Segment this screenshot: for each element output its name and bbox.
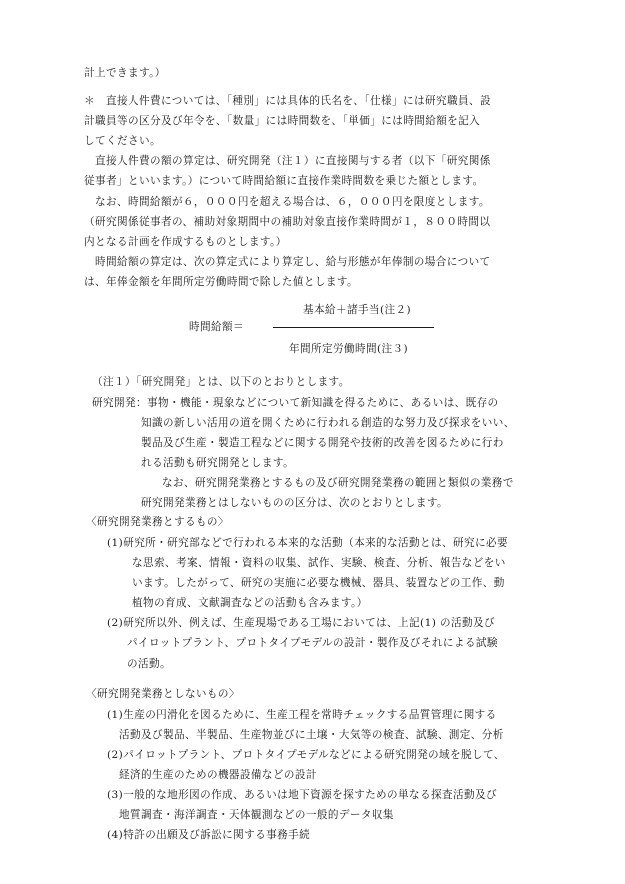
intro-line: ＊ 直接人件費については、「種別」には具体的氏名を、「仕様」には研究職員、設	[84, 95, 491, 107]
included-heading: 〈研究開発業務とするもの〉	[86, 516, 229, 528]
note1-definition-line: 研究開発業務とはしないものの区分は、次のとおりとします。	[141, 497, 448, 509]
included-item-line: 植物の育成、文献調査などの活動も含みます。）	[132, 597, 368, 609]
intro-line: （研究関係従事者の、補助対象期間中の補助対象直接作業時間が１，８００時間以	[84, 216, 491, 228]
formula-denominator: 年間所定労働時間(注３)	[289, 343, 409, 355]
included-item-line: の活動。	[127, 658, 171, 670]
formula-lhs: 時間給額＝	[189, 321, 244, 333]
included-item-line: います。したがって、研究の実施に必要な機械、器具、装置などの工作、動	[132, 577, 505, 589]
intro-line: してください。	[84, 135, 161, 147]
intro-line: は、年俸金額を年間所定労働時間で除した値とします。	[84, 276, 358, 288]
excluded-item-line: 経済的生産のための機器設備などの設計	[119, 769, 317, 781]
included-item-line: パイロットプラント、プロトタイプモデルの設計・製作及びそれによる試験	[127, 637, 498, 649]
excluded-heading: 〈研究開発業務としないもの〉	[86, 688, 240, 700]
included-item-line: (2)研究所以外、例えば、生産現場である工場においては、上記(1) の活動及び	[107, 617, 495, 629]
note1-definition-line: れる活動も研究開発とします。	[141, 457, 295, 469]
intro-line: 内となる計画を作成するものとします。）	[84, 236, 287, 248]
formula-numerator: 基本給＋諸手当(注２)	[303, 304, 412, 316]
intro-line: 直接人件費の額の算定は、研究開発（注１）に直接関与する者（以下「研究関係	[84, 155, 491, 167]
note1-definition-line: 製品及び生産・製造工程などに関する開発や技術的改善を図るために行わ	[141, 437, 504, 449]
note1-definition-line: 研究開発：事物・機能・現象などについて新知識を得るために、あるいは、既存の	[92, 397, 499, 409]
note1-definition-line: なお、研究開発業務とするもの及び研究開発業務の範囲と類似の業務で	[151, 477, 514, 489]
note1-heading: （注１）「研究開発」とは、以下のとおりとします。	[92, 376, 350, 388]
intro-line: 時間給額の算定は、次の算定式により算定し、給与形態が年俸制の場合について	[84, 256, 491, 268]
excluded-item-line: (4)特許の出願及び訴訟に関する事務手続	[107, 829, 311, 841]
intro-line: 従事者」といいます。）について時間給額に直接作業時間数を乗じた額とします。	[84, 175, 484, 187]
excluded-item-line: (3)一般的な地形図の作成、あるいは地下資源を探すための単なる探査活動及び	[107, 789, 497, 801]
formula-fraction-bar	[273, 327, 434, 328]
intro-line: 計上できます。）	[84, 67, 166, 79]
note1-definition-line: 知識の新しい活用の道を開くために行われる創造的な努力及び探求をいい、	[141, 417, 515, 429]
excluded-item-line: 活動及び製品、半製品、生産物並びに土壌・大気等の検査、試験、測定、分析	[119, 729, 504, 741]
excluded-item-line: (2)パイロットプラント、プロトタイプモデルなどによる研究開発の域を脱して、	[107, 749, 505, 761]
excluded-item-line: 地質調査・海洋調査・天体観測などの一般的データ収集	[119, 809, 394, 821]
included-item-line: (1)研究所・研究部などで行われる本来的な活動（本来的な活動とは、研究に必要	[107, 537, 508, 549]
excluded-item-line: (1)生産の円滑化を図るために、生産工程を常時チェックする品質管理に関する	[107, 709, 497, 721]
intro-line: なお、時間給額が６，０００円を超える場合は、６，０００円を限度とします。	[84, 196, 490, 208]
included-item-line: な思索、考案、情報・資料の収集、試作、実験、検査、分析、報告などをい	[132, 557, 506, 569]
intro-line: 計職員等の区分及び年令を、「数量」には時間数を、「単価」には時間給額を記入	[84, 115, 481, 127]
